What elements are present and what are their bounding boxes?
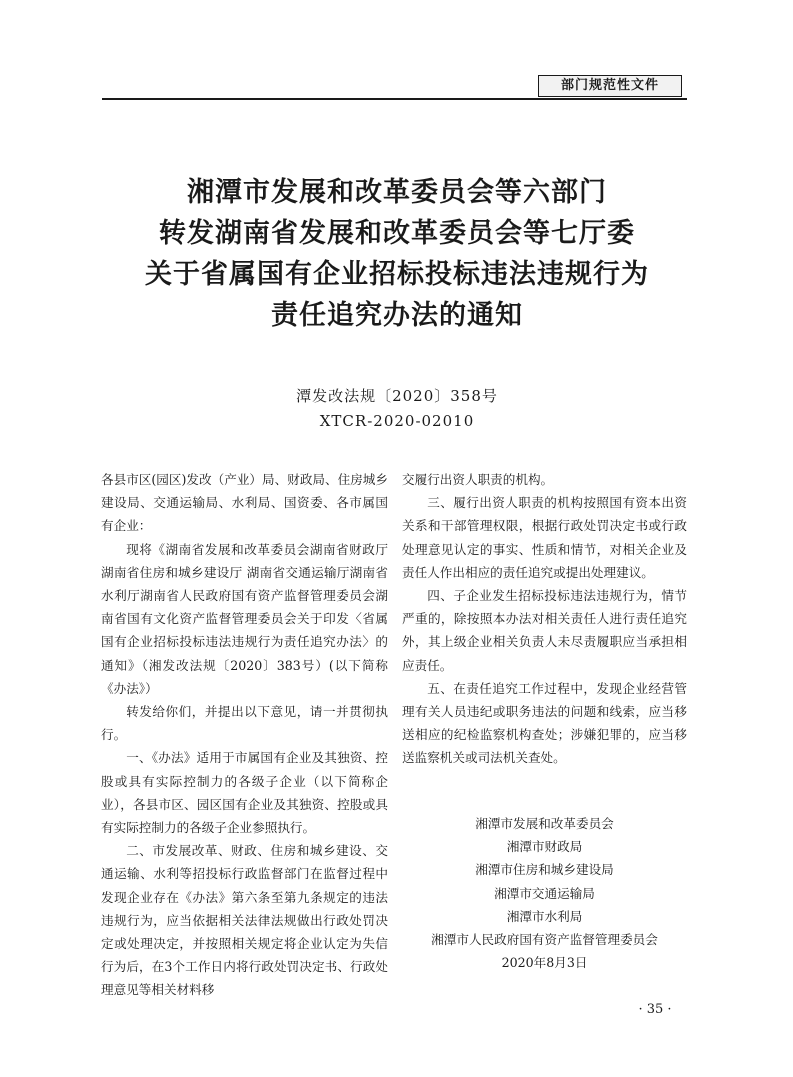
body-paragraph: 一、《办法》适用于市属国有企业及其独资、控股或具有实际控制力的各级子企业（以下简称企业），各县市区、园区国有企业及其独资、控股或具有实际控制力的各级子企业参照执行。 [101,750,388,836]
issuing-agency: 湘潭市交通运输局 [494,885,595,901]
body-column-right [402,468,687,770]
title-line: 转发湖南省发展和改革委员会等七厅委 [159,218,635,249]
issue-date: 2020年8月3日 [501,955,588,971]
document-code: XTCR-2020-02010 [319,412,475,430]
body-paragraph: 五、在责任追究工作过程中，发现企业经营管理有关人员违纪或职务违法的问题和线索，应当移送相应的纪检监察机构查处；涉嫌犯罪的，应当移送监察机关或司法机关查处。 [402,680,687,766]
header-divider [102,98,687,100]
body-paragraph-continuation: 交履行出资人职责的机构。 [402,472,554,487]
body-paragraph: 现将《湖南省发展和改革委员会湖南省财政厅湖南省住房和城乡建设厅 湖南省交通运输厅湖南省水利厅湖南省人民政府国有资产监督管理委员会湖南省国有文化资产监督管理委员会关于印发〈省属国有企业招标投标违法违规行为责任追究办法〉的通知》（湘发改法规〔2020〕383号）(以下简称《办法》） [101,541,388,696]
document-title [102,172,692,336]
issuing-agency: 湘潭市财政局 [506,839,583,855]
body-paragraph: 四、子企业发生招标投标违法违规行为，情节严重的，除按照本办法对相关责任人进行责任追究外，其上级企业相关负责人未尽责履职应当承担相应责任。 [402,588,687,673]
title-line: 责任追究办法的通知 [271,300,523,331]
addressee: 各县市区(园区)发改（产业）局、财政局、住房城乡建设局、交通运输局、水利局、国资委、各市属国有企业： [101,472,388,534]
page-number: · 35 · [638,1002,672,1017]
section-tag: 部门规范性文件 [538,75,682,97]
issuing-agency: 湘潭市发展和改革委员会 [475,816,614,831]
issuing-agency: 湘潭市水利局 [506,908,583,924]
body-paragraph: 三、履行出资人职责的机构按照国有资本出资关系和干部管理权限，根据行政处罚决定书或行政处理意见认定的事实、性质和情节，对相关企业及责任人作出相应的责任追究或提出处理建议。 [402,495,687,580]
body-paragraph: 转发给你们，并提出以下意见，请一并贯彻执行。 [101,704,388,743]
signature-block [402,812,687,974]
document-number: 潭发改法规〔2020〕358号 [296,387,498,405]
issuing-agency: 湘潭市人民政府国有资产监督管理委员会 [431,932,658,948]
title-line: 湘潭市发展和改革委员会等六部门 [187,177,607,208]
issuing-agency: 湘潭市住房和城乡建设局 [475,862,614,878]
title-line: 关于省属国有企业招标投标违法违规行为 [145,259,649,290]
body-paragraph-continued: 二、市发展改革、财政、住房和城乡建设、交通运输、水利等招投标行政监督部门在监督过程中发现企业存在《办法》第六条至第九条规定的违法违规行为，应当依据相关法律法规做出行政处罚决定或处理决定，并按照相关规定将企业认定为失信行为后，在3个工作日内将行政处罚决定书、行政处理意见等相关材料移 [101,843,388,998]
body-column-left [101,468,388,1002]
